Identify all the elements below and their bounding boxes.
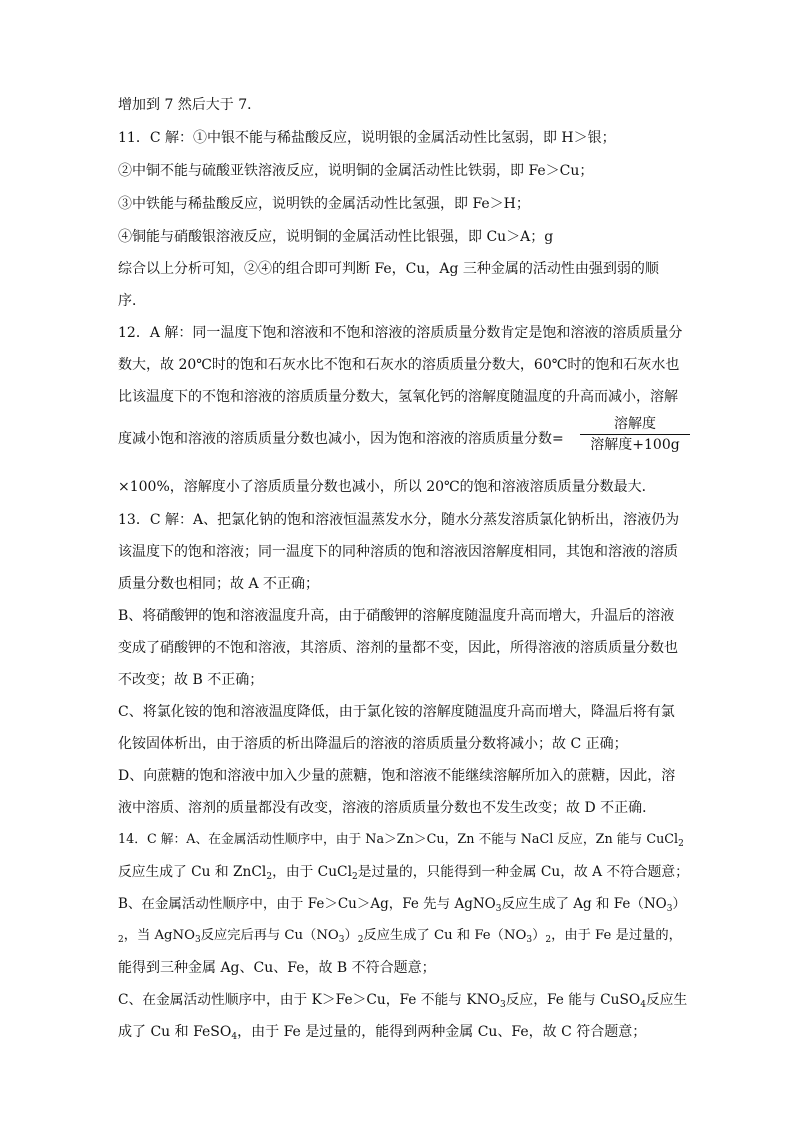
fraction-denominator: 溶解度+100g	[590, 437, 680, 453]
text-segment: 反应生	[645, 992, 688, 1008]
text-line: 质量分数也相同；故 A 不正确；	[118, 576, 320, 592]
subscript: 3	[526, 935, 533, 945]
text-line-q14-6	[118, 990, 687, 1010]
text-segment: 是过量的，只能得到一种金属 Cu，故 A 不符合题意；	[357, 864, 689, 880]
text-line: ×100%，溶解度小了溶质质量分数也减小，所以 20℃的饱和溶液溶质质量分数最大．	[118, 479, 656, 495]
text-line: 化铵固体析出，由于溶质的析出降温后的溶液的溶质质量分数将减小；故 C 正确；	[118, 736, 628, 752]
text-segment: ）	[344, 928, 358, 943]
solubility-fraction	[580, 415, 690, 454]
text-line: 变成了硝酸钾的不饱和溶液，其溶质、溶剂的量都不变，因此，所得溶液的溶质质量分数也	[118, 640, 678, 656]
text-line: 12．A 解：同一温度下饱和溶液和不饱和溶液的溶质质量分数肯定是饱和溶液的溶质质量分	[118, 325, 683, 341]
text-segment: 反应生成了 Cu 和 Fe（NO	[363, 928, 527, 943]
text-line-q14-1	[118, 830, 684, 850]
text-line: 该温度下的饱和溶液；同一温度下的同种溶质的饱和溶液因溶解度相同，其饱和溶液的溶质	[118, 544, 678, 560]
text-segment: C、在金属活动性顺序中，由于 K＞Fe＞Cu，Fe 不能与 KNO	[118, 992, 500, 1008]
text-line: ④铜能与硝酸银溶液反应，说明铜的金属活动性比银强，即 Cu＞A；g	[118, 229, 554, 245]
text-line: D、向蔗糖的饱和溶液中加入少量的蔗糖，饱和溶液不能继续溶解所加入的蔗糖，因此，溶	[118, 768, 676, 784]
text-segment: ，由于 Fe 是过量的，能得到两种金属 Cu、Fe，故 C 符合题意；	[237, 1024, 647, 1040]
subscript: 2	[678, 839, 684, 849]
text-segment: ）	[672, 896, 686, 912]
text-line: ②中铜不能与硫酸亚铁溶液反应，说明铜的金属活动性比铁弱，即 Fe＞Cu；	[118, 163, 594, 179]
text-segment: 反应完后再与 Cu（NO	[200, 928, 339, 943]
text-segment: ，由于 CuCl	[272, 864, 352, 880]
subscript: 3	[666, 904, 673, 914]
text-segment: B、在金属活动性顺序中，由于 Fe＞Cu＞Ag，Fe 先与 AgNO	[118, 896, 496, 912]
subscript: 2	[351, 872, 358, 882]
text-line: 不改变；故 B 不正确；	[118, 672, 264, 688]
text-line: 数大，故 20℃时的饱和石灰水比不饱和石灰水的溶质质量分数大，60℃时的饱和石灰水也	[118, 357, 680, 373]
text-segment: ，由于 Fe 是过量的，	[551, 928, 682, 943]
text-segment: 反应生成了 Ag 和 Fe（NO	[501, 896, 667, 912]
text-segment: 成了 Cu 和 FeSO	[118, 1024, 232, 1040]
subscript: 2	[545, 935, 552, 945]
text-segment: 反应生成了 Cu 和 ZnCl	[118, 864, 267, 880]
subscript: 2	[357, 935, 364, 945]
fraction-bar	[580, 434, 690, 435]
text-line: ③中铁能与稀盐酸反应，说明铁的金属活动性比氢强，即 Fe＞H；	[118, 196, 530, 212]
text-segment: ）	[532, 928, 546, 943]
text-line: 序．	[118, 293, 146, 309]
text-line-q14-5: 能得到三种金属 Ag、Cu、Fe，故 B 不符合题意；	[118, 960, 436, 976]
text-line: 综合以上分析可知，②④的组合即可判断 Fe，Cu，Ag 三种金属的活动性由强到弱的顺	[118, 261, 659, 277]
text-line: 度减小饱和溶液的溶质质量分数也减小，因为饱和溶液的溶质质量分数=	[118, 431, 564, 447]
text-line: 液中溶质、溶剂的质量都没有改变，溶液的溶质质量分数也不发生改变；故 D 不正确．	[118, 800, 657, 816]
text-line-q14-4	[118, 926, 682, 946]
subscript: 4	[231, 1032, 238, 1042]
subscript: 3	[495, 904, 502, 914]
text-line: 13．C 解：A、把氯化钠的饱和溶液恒温蒸发水分，随水分蒸发溶质氯化钠析出，溶液仍为	[118, 512, 680, 528]
text-line-q14-2	[118, 862, 689, 882]
text-line-q14-3	[118, 894, 686, 914]
text-line: 增加到 7 然后大于 7．	[118, 97, 262, 113]
subscript: 3	[194, 935, 201, 945]
text-line: 11．C 解：①中银不能与稀盐酸反应，说明银的金属活动性比氢弱，即 H＞银；	[118, 130, 616, 146]
subscript: 2	[266, 872, 273, 882]
subscript: 2	[118, 935, 124, 945]
text-line: C、将氯化铵的饱和溶液温度降低，由于氯化铵的溶解度随温度升高而增大，降温后将有氯	[118, 704, 675, 720]
subscript: 4	[640, 1000, 646, 1010]
subscript: 3	[338, 935, 345, 945]
subscript: 3	[499, 1000, 506, 1010]
text-line: B、将硝酸钾的饱和溶液温度升高，由于硝酸钾的溶解度随温度升高而增大，升温后的溶液	[118, 608, 675, 624]
text-segment: 14．C 解：A、在金属活动性顺序中，由于 Na＞Zn＞Cu，Zn 不能与 NaCl 反应，Zn 能与 CuCl	[118, 832, 679, 847]
text-line-q14-7	[118, 1022, 646, 1042]
fraction-numerator: 溶解度	[614, 416, 656, 432]
text-line: 比该温度下的不饱和溶液的溶质质量分数大，氢氧化钙的溶解度随温度的升高而减小，溶解	[118, 389, 678, 405]
text-segment: 反应，Fe 能与 CuSO	[505, 992, 641, 1008]
text-segment: ，当 AgNO	[123, 928, 195, 943]
